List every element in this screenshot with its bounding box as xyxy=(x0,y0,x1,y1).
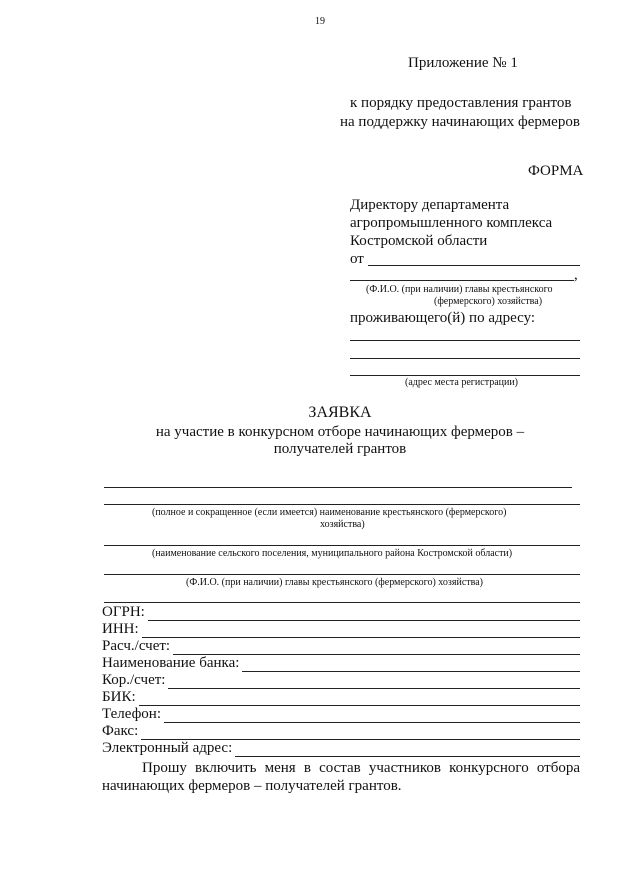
field-bank-name[interactable] xyxy=(102,655,580,672)
field-label: Факс: xyxy=(102,723,139,739)
request-line-1: Прошу включить меня в состав участников конкурсного отбора xyxy=(142,760,580,776)
field-label: Расч./счет: xyxy=(102,638,171,654)
field-email[interactable] xyxy=(102,740,580,757)
field-line[interactable] xyxy=(168,676,580,689)
field-line[interactable] xyxy=(173,642,580,655)
name-line-1[interactable] xyxy=(104,487,572,488)
field-phone[interactable] xyxy=(102,706,580,723)
field-line[interactable] xyxy=(242,659,580,672)
address-hint: (адрес места регистрации) xyxy=(405,377,519,388)
field-line[interactable] xyxy=(141,727,580,740)
fio-hint-1: (Ф.И.О. (при наличии) главы крестьянского xyxy=(366,284,553,295)
field-label: ИНН: xyxy=(102,621,139,637)
appendix-title: Приложение № 1 xyxy=(408,55,518,71)
field-label: Кор./счет: xyxy=(102,672,166,688)
address-line-1[interactable] xyxy=(350,340,580,341)
field-line[interactable] xyxy=(235,744,580,757)
form-label: ФОРМА xyxy=(528,163,584,179)
appendix-line-2: на поддержку начинающих фермеров xyxy=(340,114,580,130)
field-ogrn[interactable] xyxy=(102,604,580,621)
separator-line xyxy=(104,602,580,603)
addressee-line-2: агропромышленного комплекса xyxy=(350,215,553,231)
from-name-line-2[interactable] xyxy=(350,280,574,281)
head-hint: (Ф.И.О. (при наличии) главы крестьянского (фермерского) хозяйства) xyxy=(186,577,483,588)
field-bik[interactable] xyxy=(102,689,580,706)
field-label: Наименование банка: xyxy=(102,655,240,671)
address-line-3[interactable] xyxy=(350,375,580,376)
field-line[interactable] xyxy=(139,693,580,706)
from-name-line[interactable] xyxy=(368,265,580,266)
addressee-line-1: Директору департамента xyxy=(350,197,510,213)
address-line-2[interactable] xyxy=(350,358,580,359)
field-line[interactable] xyxy=(164,710,580,723)
field-corr-account[interactable] xyxy=(102,672,580,689)
addressee-line-3: Костромской области xyxy=(350,233,488,249)
fio-hint-2: (фермерского) хозяйства) xyxy=(434,296,543,307)
head-line[interactable] xyxy=(104,574,580,575)
settlement-line[interactable] xyxy=(104,545,580,546)
field-account[interactable] xyxy=(102,638,580,655)
field-label: Электронный адрес: xyxy=(102,740,233,756)
field-label: ОГРН: xyxy=(102,604,145,620)
name-hint-2: хозяйства) xyxy=(320,519,365,530)
settlement-hint: (наименование сельского поселения, муниципального района Костромской области) xyxy=(152,548,513,559)
field-inn[interactable] xyxy=(102,621,580,638)
page-number: 19 xyxy=(315,16,325,27)
field-fax[interactable] xyxy=(102,723,580,740)
field-line[interactable] xyxy=(142,625,580,638)
application-subtitle-2: получателей грантов xyxy=(273,441,407,457)
request-line-2: начинающих фермеров – получателей грантов. xyxy=(102,778,402,794)
appendix-line-1: к порядку предоставления грантов xyxy=(350,95,572,111)
application-title: ЗАЯВКА xyxy=(308,404,372,421)
field-line[interactable] xyxy=(148,608,580,621)
application-subtitle-1: на участие в конкурсном отборе начинающих фермеров – xyxy=(155,424,525,440)
comma: , xyxy=(574,267,578,283)
name-line-2[interactable] xyxy=(104,504,580,505)
residing-label: проживающего(й) по адресу: xyxy=(350,310,536,326)
field-label: Телефон: xyxy=(102,706,161,722)
field-label: БИК: xyxy=(102,689,136,705)
from-label: от xyxy=(350,251,364,267)
name-hint-1: (полное и сокращенное (если имеется) наименование крестьянского (фермерского) xyxy=(152,507,507,518)
